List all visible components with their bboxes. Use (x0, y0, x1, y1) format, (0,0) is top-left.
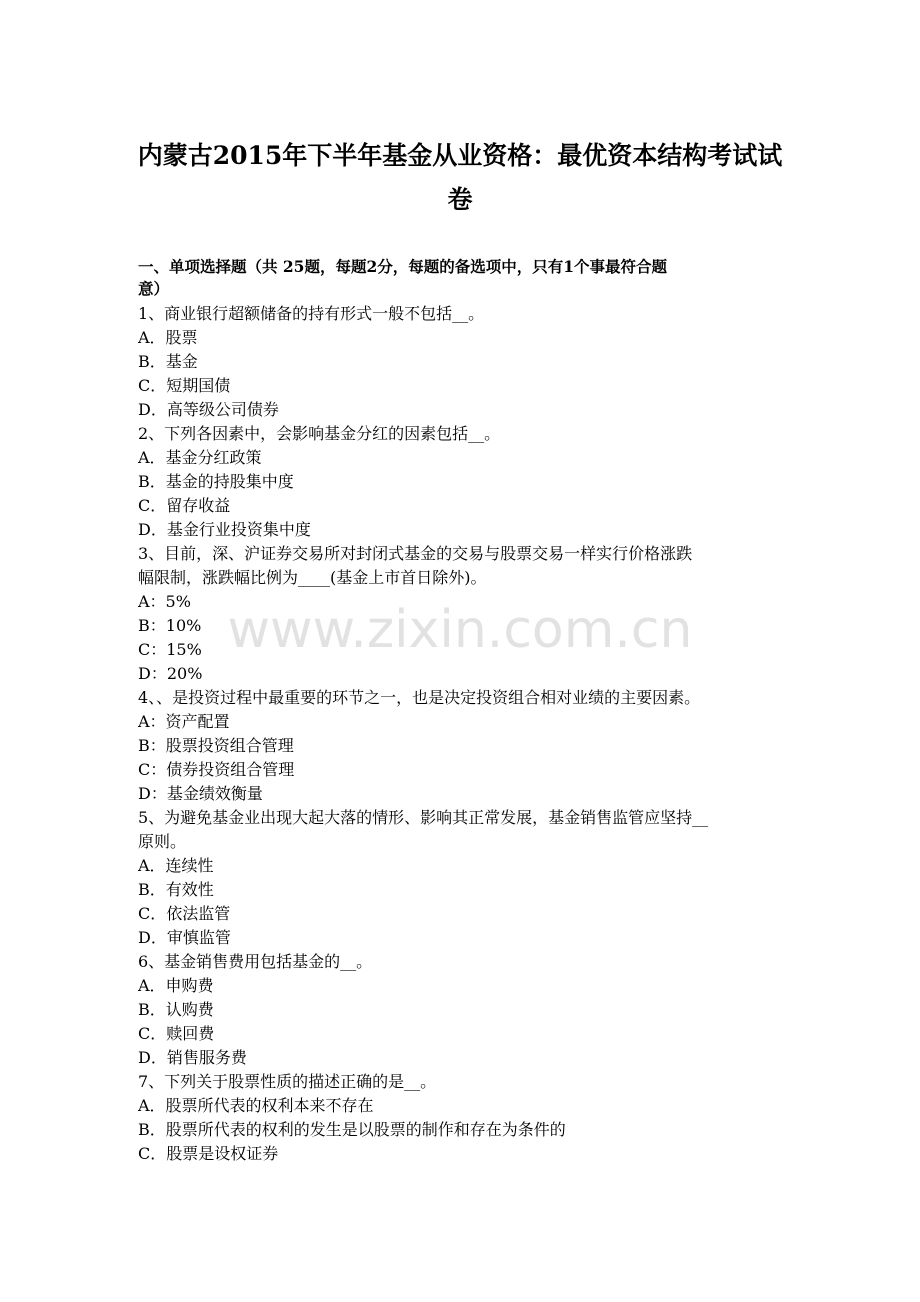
question-2-option-d: D．基金行业投资集中度 (138, 520, 311, 539)
title-line-1: 内蒙古2015年下半年基金从业资格：最优资本结构考试试 (137, 141, 783, 170)
question-5-option-d: D．审慎监管 (138, 928, 231, 947)
question-7-option-a: A．股票所代表的权利本来不存在 (138, 1096, 374, 1115)
question-3-stem-line-2: 幅限制，涨跌幅比例为____(基金上市首日除外)。 (138, 568, 487, 587)
question-4-option-a: A：资产配置 (138, 712, 230, 731)
watermark-text: www.zixin.com.cn (227, 600, 693, 660)
question-1-option-d: D．高等级公司债券 (138, 400, 279, 419)
section-heading-line-2: 意） (138, 279, 170, 298)
title-line-2: 卷 (447, 185, 473, 214)
question-6-option-d: D．销售服务费 (138, 1048, 247, 1067)
question-2-option-b: B．基金的持股集中度 (138, 472, 294, 491)
question-1-option-b: B．基金 (138, 352, 198, 371)
question-1-option-a: A．股票 (138, 328, 198, 347)
question-5-stem-line-2: 原则。 (138, 832, 187, 851)
question-3-option-d: D：20% (138, 664, 203, 683)
question-6-option-b: B．认购费 (138, 1000, 214, 1019)
question-4-option-b: B：股票投资组合管理 (138, 736, 294, 755)
question-6-option-c: C．赎回费 (138, 1024, 215, 1043)
question-4-stem: 4、、是投资过程中最重要的环节之一，也是决定投资组合相对业绩的主要因素。 (138, 688, 701, 707)
question-1-stem: 1、商业银行超额储备的持有形式一般不包括__。 (138, 304, 485, 323)
question-3-option-b: B：10% (138, 616, 202, 635)
question-4-option-c: C：债券投资组合管理 (138, 760, 295, 779)
question-4-option-d: D：基金绩效衡量 (138, 784, 263, 803)
question-3-stem-line-1: 3、目前，深、沪证券交易所对封闭式基金的交易与股票交易一样实行价格涨跌 (138, 544, 693, 563)
question-7-option-c: C．股票是设权证券 (138, 1144, 279, 1163)
question-7-option-b: B．股票所代表的权利的发生是以股票的制作和存在为条件的 (138, 1120, 566, 1139)
document-body (138, 256, 788, 1166)
section-heading (138, 256, 788, 300)
question-3-option-c: C：15% (138, 640, 202, 659)
section-heading-line-1: 一、单项选择题（共 25题，每题2分，每题的备选项中，只有1个事最符合题 (138, 257, 668, 276)
question-7-stem: 7、下列关于股票性质的描述正确的是__。 (138, 1072, 437, 1091)
page-title (130, 134, 790, 222)
question-6-option-a: A．申购费 (138, 976, 214, 995)
question-2-option-c: C．留存收益 (138, 496, 231, 515)
question-2-stem: 2、下列各因素中，会影响基金分红的因素包括__。 (138, 424, 501, 443)
question-6-stem: 6、基金销售费用包括基金的__。 (138, 952, 373, 971)
question-1-option-c: C．短期国债 (138, 376, 231, 395)
question-3-option-a: A：5% (138, 592, 191, 611)
question-5-option-c: C．依法监管 (138, 904, 231, 923)
question-5-option-b: B．有效性 (138, 880, 214, 899)
question-5-option-a: A．连续性 (138, 856, 214, 875)
question-5-stem-line-1: 5、为避免基金业出现大起大落的情形、影响其正常发展，基金销售监管应坚持__ (138, 808, 709, 827)
question-2-option-a: A．基金分红政策 (138, 448, 262, 467)
